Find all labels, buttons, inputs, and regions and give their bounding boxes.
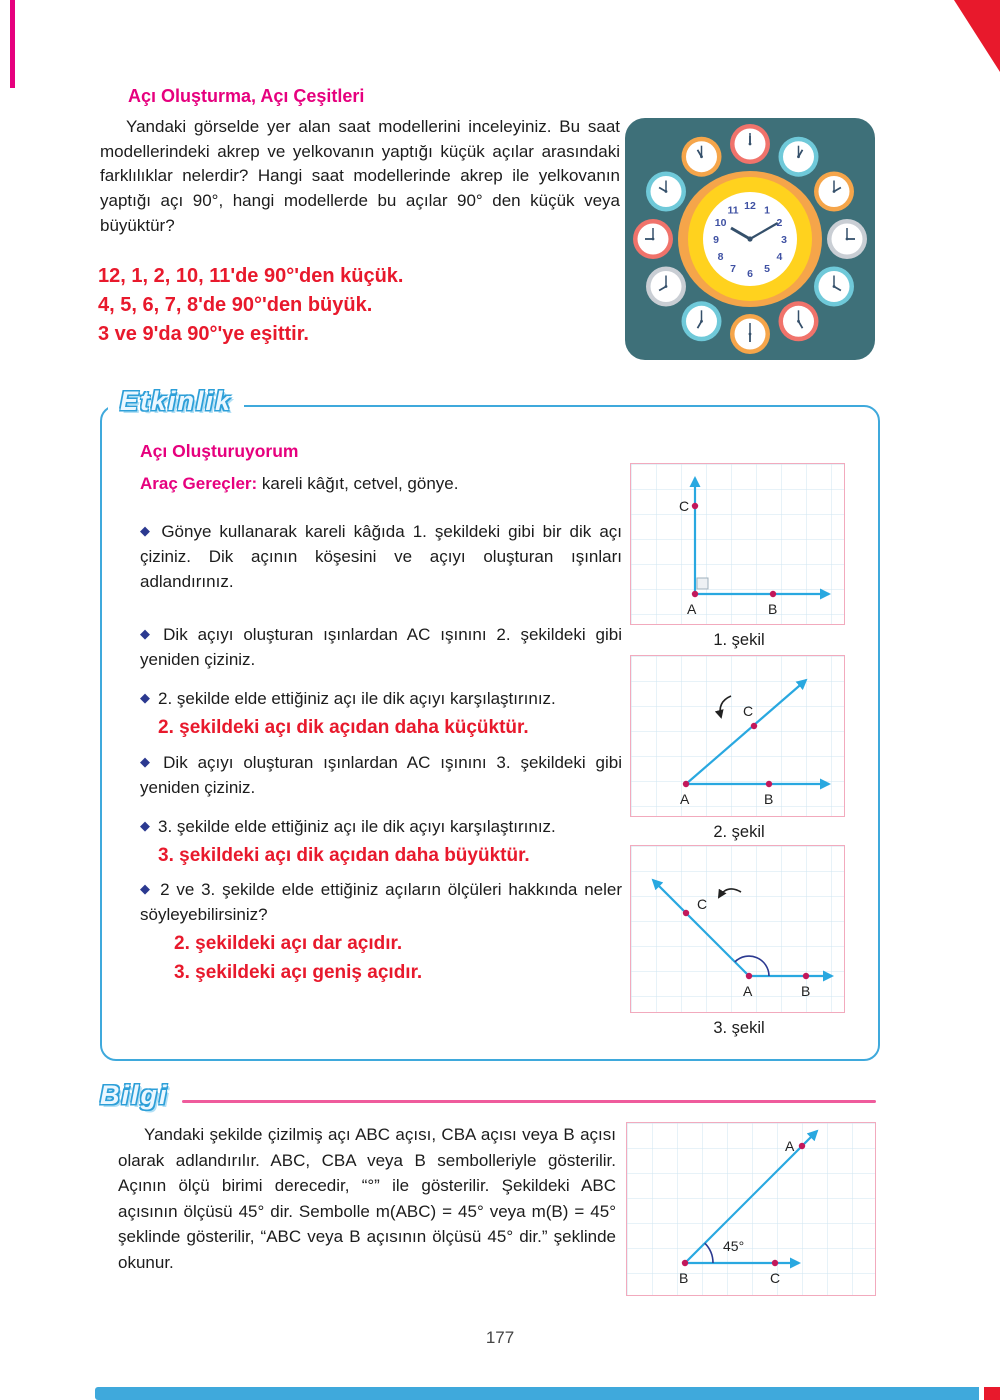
activity-step bbox=[140, 520, 622, 595]
bullet-diamond-icon: ◆ bbox=[140, 689, 150, 705]
label-a: A bbox=[687, 601, 697, 617]
activity-step-text: Dik açıyı oluşturan ışınlardan AC ışınını 2. şekildeki gibi yeniden çiziniz. bbox=[140, 624, 622, 669]
page-number: 177 bbox=[485, 1328, 515, 1347]
section-title: Açı Oluşturma, Açı Çeşitleri bbox=[128, 86, 365, 106]
small-clock bbox=[730, 314, 770, 354]
label-c: C bbox=[679, 498, 690, 514]
activity-step-text: Dik açıyı oluşturan ışınlardan AC ışınını 3. şekildeki gibi yeniden çiziniz. bbox=[140, 752, 622, 797]
small-clock bbox=[682, 301, 722, 341]
figure-3 bbox=[630, 845, 848, 1038]
activity-step bbox=[140, 815, 622, 840]
bullet-diamond-icon: ◆ bbox=[140, 625, 156, 641]
intro-paragraph: Yandaki görselde yer alan saat modellerini inceleyiniz. Bu saat modellerindeki akrep ve yelkovanın yaptığı küçük açılar arasındaki farklılıklar nelerdir? Hangi saat modellerinde akrep ile yelkovanın yaptığı açı 90°, hangi modellerde bu açılar 90° den küçük veya büyüktür? bbox=[100, 117, 620, 235]
label-c: C bbox=[743, 703, 754, 719]
clock-center-dot bbox=[747, 236, 752, 241]
small-clock bbox=[646, 267, 686, 307]
clock-number: 5 bbox=[764, 263, 770, 276]
right-angle-mark bbox=[697, 578, 708, 589]
point-a bbox=[683, 781, 689, 787]
answer-line: 12, 1, 2, 10, 11'de 90°'den küçük. bbox=[98, 265, 404, 287]
figure-3-caption: 3. şekil bbox=[713, 1019, 765, 1037]
tools-label: Araç Gereçler: bbox=[140, 474, 258, 493]
activity-answer: 3. şekildeki açı geniş açıdır. bbox=[174, 961, 423, 983]
clock-number: 10 bbox=[714, 216, 727, 229]
activity-heading: Açı Oluşturuyorum bbox=[140, 441, 299, 461]
label-c: C bbox=[697, 896, 708, 912]
label-a: A bbox=[743, 983, 753, 999]
clock-number: 2 bbox=[776, 216, 783, 229]
activity-answer: 3. şekildeki açı dik açıdan daha büyüktür. bbox=[158, 844, 530, 866]
activity-step bbox=[140, 623, 622, 673]
point-b bbox=[770, 591, 776, 597]
label-b: B bbox=[764, 791, 774, 807]
tools-text: kareli kâğıt, cetvel, gönye. bbox=[257, 474, 459, 493]
point-b bbox=[803, 973, 809, 979]
point-a bbox=[799, 1143, 805, 1149]
tools-line bbox=[140, 474, 622, 494]
label-a: A bbox=[680, 791, 690, 807]
label-b: B bbox=[768, 601, 778, 617]
small-clock bbox=[814, 172, 854, 212]
figure-1 bbox=[630, 463, 848, 650]
small-clock bbox=[814, 267, 854, 307]
clock-number: 9 bbox=[713, 233, 719, 246]
label-a: A bbox=[785, 1138, 795, 1154]
activity-answer: 2. şekildeki açı dar açıdır. bbox=[174, 933, 403, 955]
clock-number: 8 bbox=[717, 250, 724, 263]
bullet-diamond-icon: ◆ bbox=[140, 523, 154, 538]
point-c bbox=[692, 503, 698, 509]
small-clock bbox=[633, 219, 673, 259]
point-b bbox=[682, 1260, 688, 1266]
clock-number: 11 bbox=[727, 204, 739, 217]
small-clock bbox=[779, 301, 819, 341]
point-a bbox=[746, 973, 752, 979]
activity-step bbox=[140, 878, 622, 928]
label-c: C bbox=[770, 1270, 781, 1286]
activity-step bbox=[140, 751, 622, 801]
activity-step-text: 2 ve 3. şekilde elde ettiğiniz açıların ölçüleri hakkında neler söyleyebilirsiniz? bbox=[140, 880, 622, 925]
point-c bbox=[772, 1260, 778, 1266]
intro-answers bbox=[98, 264, 403, 351]
activity-answer: 2. şekildeki açı dik açıdan daha küçüktür. bbox=[158, 716, 529, 738]
page-edge-accent bbox=[10, 0, 15, 88]
info-paragraph: Yandaki şekilde çizilmiş açı ABC açısı, CBA açısı veya B açısı olarak adlandırılır. ABC, CBA veya B sembolleriyle gösterilir. Açının ölçü birimi derecedir, “°” ile gösterilir. Şekildeki ABC açısının ölçüsü 45° dir. Sembolle m(ABC) = 45° veya m(B) = 45° şeklinde gösterilir, “ABC veya B açısının ölçüsü 45° dir.” şeklinde okunur. bbox=[118, 1125, 616, 1272]
answer-line: 4, 5, 6, 7, 8'de 90°'den büyük. bbox=[98, 294, 373, 316]
bullet-diamond-icon: ◆ bbox=[140, 753, 156, 769]
small-clock bbox=[827, 219, 867, 259]
info-figure-svg bbox=[626, 1122, 876, 1296]
figure-1-svg bbox=[630, 463, 845, 625]
answer-line: 3 ve 9'da 90°'ye eşittir. bbox=[98, 323, 309, 345]
activity-step bbox=[140, 687, 622, 712]
label-b: B bbox=[801, 983, 811, 999]
clock-illustration bbox=[625, 118, 875, 360]
clock-number: 6 bbox=[747, 267, 753, 280]
clock-number: 7 bbox=[730, 263, 736, 276]
small-clock bbox=[682, 137, 722, 177]
clock-number: 3 bbox=[781, 233, 787, 246]
figure-1-caption: 1. şekil bbox=[713, 631, 765, 649]
corner-ribbon bbox=[954, 0, 1000, 72]
clock-panel-svg bbox=[625, 118, 875, 360]
clock-number: 12 bbox=[744, 199, 756, 212]
activity-step-text: 3. şekilde elde ettiğiniz açı ile dik açıyı karşılaştırınız. bbox=[158, 816, 556, 836]
activity-step-text: 2. şekilde elde ettiğiniz açı ile dik açıyı karşılaştırınız. bbox=[158, 688, 556, 708]
figure-2-caption: 2. şekil bbox=[713, 823, 765, 841]
label-b: B bbox=[679, 1270, 689, 1286]
activity-box bbox=[100, 386, 880, 1061]
info-box-label: Bilgi bbox=[100, 1080, 169, 1110]
bullet-diamond-icon: ◆ bbox=[140, 881, 153, 897]
footer-bar bbox=[95, 1387, 979, 1400]
point-a bbox=[692, 591, 698, 597]
small-clock bbox=[646, 172, 686, 212]
small-clock bbox=[730, 124, 770, 164]
point-b bbox=[766, 781, 772, 787]
clock-number: 1 bbox=[764, 204, 770, 217]
activity-box-label: Etkinlik bbox=[108, 386, 244, 417]
figure-2-svg bbox=[630, 655, 845, 817]
figure-3-svg bbox=[630, 845, 845, 1013]
point-c bbox=[683, 910, 689, 916]
activity-step-text: Gönye kullanarak kareli kâğıda 1. şekildeki gibi bir dik açı çiziniz. Dik açının köşesini ve açıyı oluşturan ışınları adlandırınız. bbox=[140, 522, 622, 591]
info-divider bbox=[182, 1100, 876, 1103]
angle-value-label: 45° bbox=[723, 1238, 745, 1254]
info-figure bbox=[626, 1122, 876, 1296]
clock-number: 4 bbox=[776, 250, 783, 263]
small-clock bbox=[779, 137, 819, 177]
footer-bar-accent bbox=[984, 1387, 1000, 1400]
activity-content bbox=[140, 441, 622, 990]
point-c bbox=[751, 723, 757, 729]
bullet-diamond-icon: ◆ bbox=[140, 817, 150, 833]
figure-2 bbox=[630, 655, 848, 842]
